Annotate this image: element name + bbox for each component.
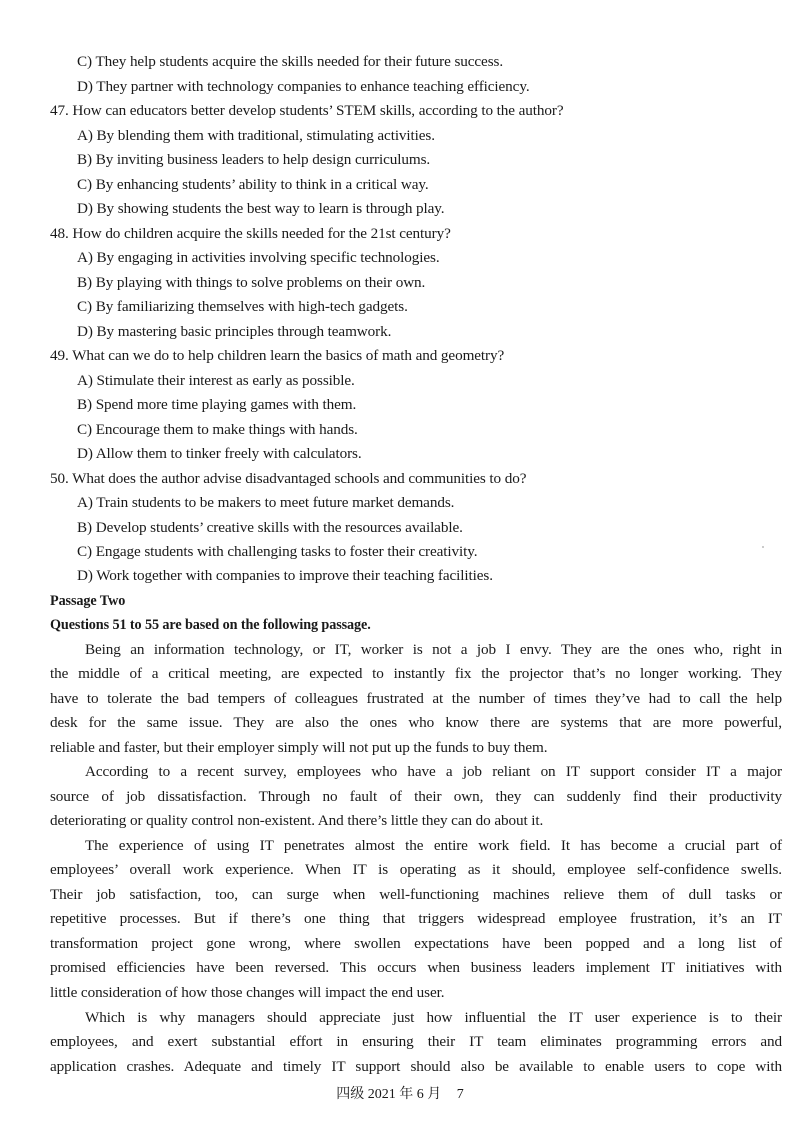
option-text: Allow them to tinker freely with calculators. <box>95 445 362 462</box>
passage-line: Which is why managers should appreciate just how influential the IT user experience is to their <box>85 1009 782 1026</box>
option-label: B) <box>77 396 92 413</box>
option-49-b <box>77 395 356 415</box>
option-text: Spend more time playing games with them. <box>95 396 357 413</box>
passage-line: The experience of using IT penetrates almost the entire work field. It has become a crucial part of <box>85 837 782 854</box>
option-text: Engage students with challenging tasks to foster their creativity. <box>95 543 478 560</box>
option-label: C) <box>77 53 92 70</box>
passage-line: transformation project gone wrong, where swollen expectations have been popped and a long list of <box>50 935 782 952</box>
option-label: A) <box>77 372 93 389</box>
option-text: Encourage them to make things with hands. <box>95 421 358 438</box>
option-text: By enhancing students’ ability to think in a critical way. <box>95 176 429 193</box>
passage-line: source of job dissatisfaction. Through no fault of their own, they can suddenly find their productivity <box>50 788 782 805</box>
passage-title: Passage Two <box>50 593 126 609</box>
option-label: B) <box>77 274 92 291</box>
option-label: D) <box>77 445 93 462</box>
option-label: A) <box>77 249 93 266</box>
question-48 <box>50 224 451 244</box>
option-48-d <box>77 322 391 342</box>
passage-line: deteriorating or quality control non-existent. And there’s little they can do about it. <box>50 812 544 829</box>
option-label: C) <box>77 421 92 438</box>
passage-line: desk for the same issue. They are also the ones who know there are systems that are more powerful, <box>50 714 782 731</box>
option-text: Work together with companies to improve their teaching facilities. <box>96 567 493 584</box>
option-label: A) <box>77 127 93 144</box>
passage-line: application crashes. Adequate and timely IT support should also be available to enable users to cope with <box>50 1058 782 1075</box>
option-label: D) <box>77 78 93 95</box>
option-48-b <box>77 273 425 293</box>
page-number: 7 <box>456 1087 464 1102</box>
option-label: B) <box>77 151 92 168</box>
exam-label: 四级 2021 年 6 月 <box>336 1087 442 1102</box>
question-number: 50. <box>50 470 69 487</box>
option-label: C) <box>77 543 92 560</box>
question-number: 48. <box>50 225 69 242</box>
question-number: 49. <box>50 347 69 364</box>
option-49-a <box>77 371 355 391</box>
passage-line: the middle of a critical meeting, are expected to instantly fix the projector that’s no longer working. They <box>50 665 782 682</box>
option-46-d <box>77 77 530 97</box>
passage-line: have to tolerate the bad tempers of colleagues frustrated at the number of times they’ve had to call the help <box>50 690 782 707</box>
option-47-b <box>77 150 430 170</box>
option-49-c <box>77 420 358 440</box>
scan-speck <box>762 546 764 548</box>
option-text: By playing with things to solve problems on their own. <box>95 274 426 291</box>
passage-line: repetitive processes. But if there’s one thing that triggers widespread employee frustration, it’s an IT <box>50 910 782 927</box>
question-text: What can we do to help children learn the basics of math and geometry? <box>72 347 505 364</box>
option-text: They partner with technology companies to enhance teaching efficiency. <box>96 78 530 95</box>
question-50 <box>50 469 526 489</box>
question-text: What does the author advise disadvantaged schools and communities to do? <box>72 470 527 487</box>
question-47 <box>50 101 563 121</box>
option-50-b <box>77 518 463 538</box>
option-50-a <box>77 493 454 513</box>
option-label: C) <box>77 176 92 193</box>
passage-line: Their job satisfaction, too, can surge when well-functioning machines relieve them of dull tasks or <box>50 886 782 903</box>
question-text: How do children acquire the skills needed for the 21st century? <box>72 225 451 242</box>
option-text: Stimulate their interest as early as possible. <box>96 372 355 389</box>
option-label: D) <box>77 567 93 584</box>
option-47-c <box>77 175 429 195</box>
passage-line: promised efficiencies have been reversed. This occurs when business leaders implement IT initiatives with <box>50 959 782 976</box>
page-footer <box>0 1083 800 1103</box>
passage-line: reliable and faster, but their employer simply will not put up the funds to buy them. <box>50 739 548 756</box>
passage-line: employees’ overall work experience. When IT is operating as it should, employee self-confidence swells. <box>50 861 782 878</box>
passage-line: little consideration of how those changes will impact the end user. <box>50 984 445 1001</box>
option-46-c <box>77 52 503 72</box>
passage-instruction: Questions 51 to 55 are based on the following passage. <box>50 617 371 633</box>
option-text: They help students acquire the skills needed for their future success. <box>95 53 504 70</box>
option-50-d <box>77 566 493 586</box>
option-text: By blending them with traditional, stimulating activities. <box>96 127 435 144</box>
option-49-d <box>77 444 362 464</box>
option-47-a <box>77 126 435 146</box>
option-text: Develop students’ creative skills with the resources available. <box>95 519 463 536</box>
question-text: How can educators better develop students’ STEM skills, according to the author? <box>72 102 564 119</box>
option-47-d <box>77 199 445 219</box>
option-label: D) <box>77 200 93 217</box>
question-number: 47. <box>50 102 69 119</box>
option-50-c <box>77 542 477 562</box>
option-text: By engaging in activities involving specific technologies. <box>96 249 440 266</box>
option-label: D) <box>77 323 93 340</box>
option-text: By showing students the best way to learn is through play. <box>96 200 445 217</box>
question-49 <box>50 346 504 366</box>
option-text: By mastering basic principles through teamwork. <box>96 323 392 340</box>
passage-line: Being an information technology, or IT, worker is not a job I envy. They are the ones who, right in <box>85 641 782 658</box>
option-label: C) <box>77 298 92 315</box>
option-48-c <box>77 297 408 317</box>
option-label: A) <box>77 494 93 511</box>
option-text: Train students to be makers to meet future market demands. <box>96 494 455 511</box>
option-label: B) <box>77 519 92 536</box>
passage-line: According to a recent survey, employees who have a job reliant on IT support consider IT a major <box>85 763 782 780</box>
option-48-a <box>77 248 440 268</box>
option-text: By familiarizing themselves with high-tech gadgets. <box>95 298 408 315</box>
passage-line: employees, and exert substantial effort in ensuring their IT team eliminates programming errors and <box>50 1033 782 1050</box>
option-text: By inviting business leaders to help design curriculums. <box>95 151 431 168</box>
